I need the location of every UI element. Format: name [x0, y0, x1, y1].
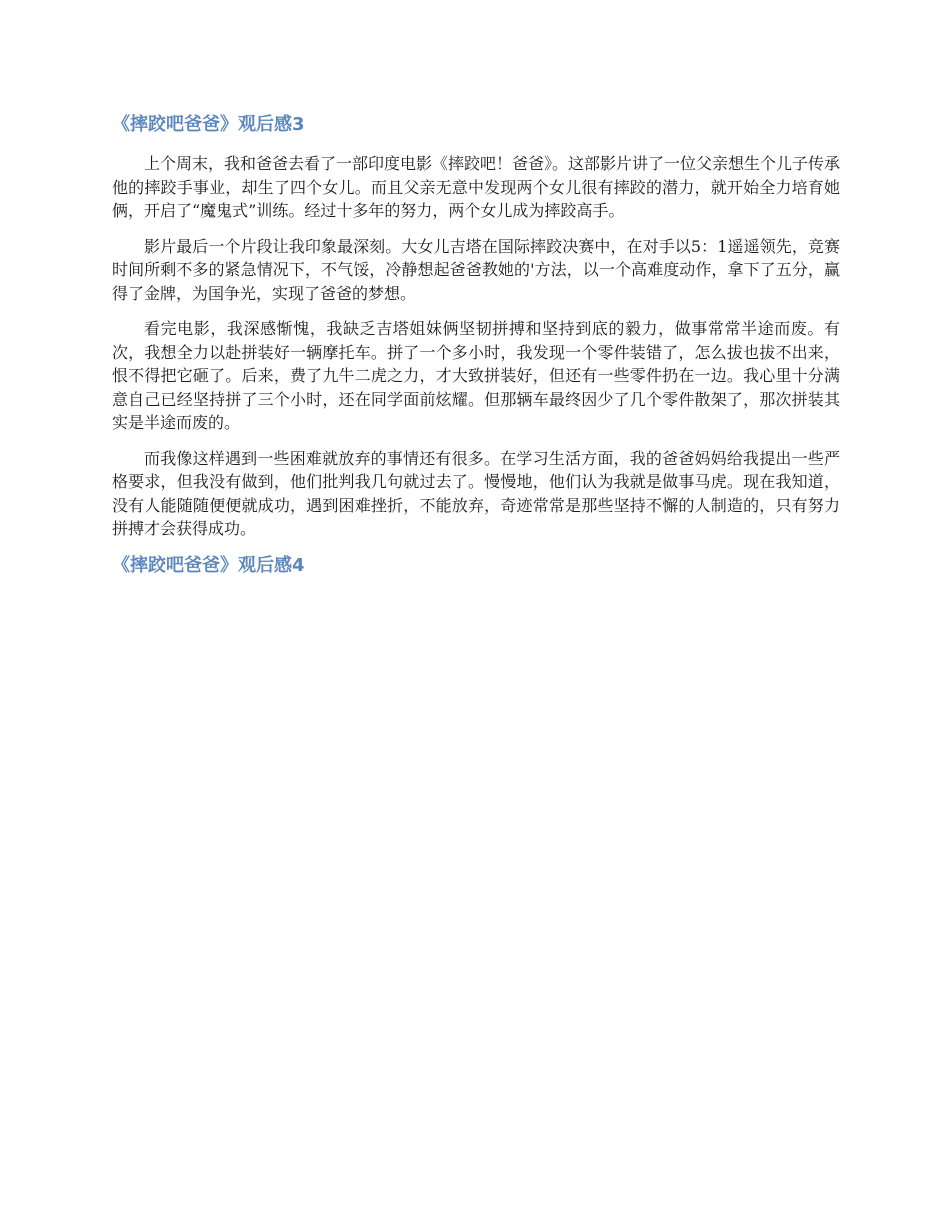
paragraph-3: 看完电影，我深感惭愧，我缺乏吉塔姐妹俩坚韧拼搏和坚持到底的毅力，做事常常半途而废。有次，我想全力以赴拼装好一辆摩托车。拼了一个多小时，我发现一个零件装错了，怎么拔也拔不出来，恨不得把它砸了。后来，费了九牛二虎之力，才大致拼装好，但还有一些零件扔在一边。我心里十分满意自己已经坚持拼了三个小时，还在同学面前炫耀。但那辆车最终因少了几个零件散架了，那次拼装其实是半途而废的。: [112, 319, 840, 432]
section-heading-3: 《摔跤吧爸爸》观后感3: [112, 114, 305, 135]
section-heading-4: 《摔跤吧爸爸》观后感4: [112, 554, 305, 576]
paragraph-2: 影片最后一个片段让我印象最深刻。大女儿吉塔在国际摔跤决赛中，在对手以5：1遥遥领先，竞赛时间所剩不多的紧急情况下，不气馁，冷静想起爸爸教她的'方法，以一个高难度动作，拿下了五分，赢得了金牌，为国争光，实现了爸爸的梦想。: [112, 236, 840, 303]
paragraph-1: 上个周末，我和爸爸去看了一部印度电影《摔跤吧！爸爸》。这部影片讲了一位父亲想生个儿子传承他的摔跤手事业，却生了四个女儿。而且父亲无意中发现两个女儿很有摔跤的潜力，就开始全力培育她俩，开启了“魔鬼式”训练。经过十多年的努力，两个女儿成为摔跤高手。: [112, 154, 841, 220]
article-body: [112, 112, 840, 579]
paragraph-4: 而我像这样遇到一些困难就放弃的事情还有很多。在学习生活方面，我的爸爸妈妈给我提出一些严格要求，但我没有做到，他们批判我几句就过去了。慢慢地，他们认为我就是做事马虎。现在我知道，没有人能随随便便就成功，遇到困难挫折，不能放弃，奇迹常常是那些坚持不懈的人制造的，只有努力拼搏才会获得成功。: [112, 448, 840, 538]
